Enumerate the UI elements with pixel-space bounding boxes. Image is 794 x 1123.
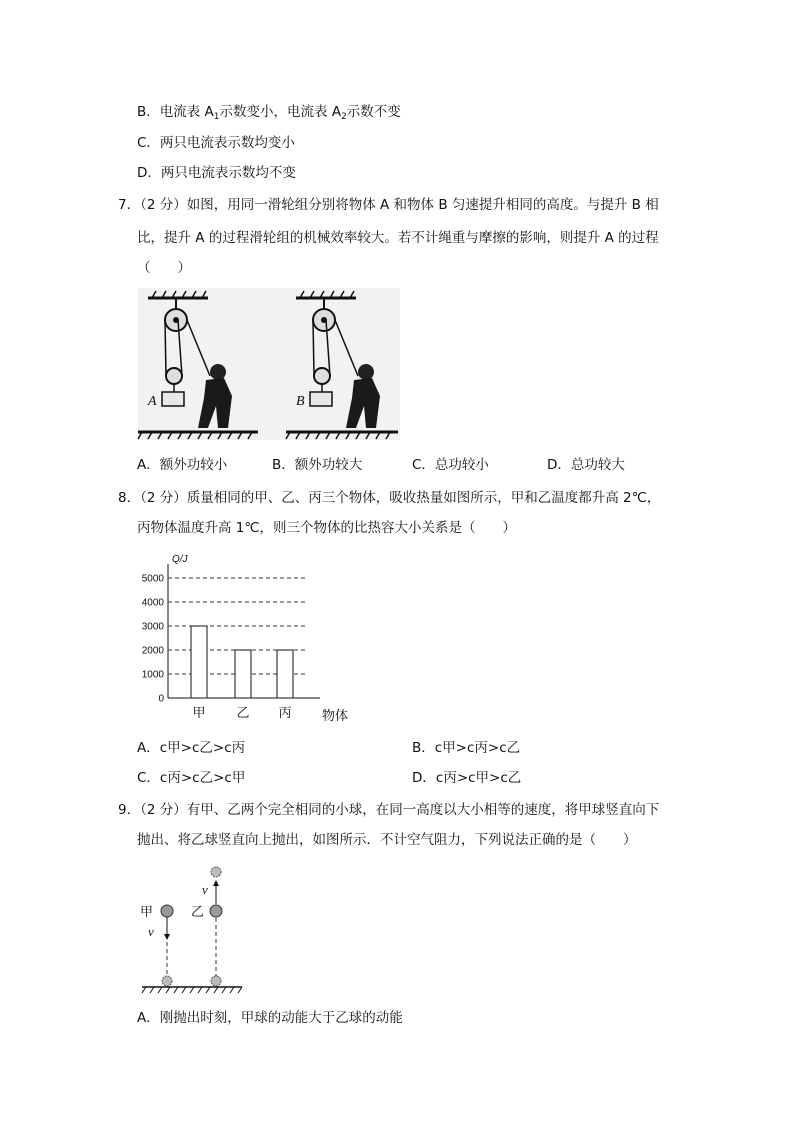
q8-bar-2 — [235, 650, 251, 698]
q8-ytick-label: 3000 — [141, 621, 164, 633]
q7-stem-line2: 比，提升 A 的过程滑轮组的机械效率较大。若不计绳重与摩擦的影响，则提升 A 的过程 — [137, 230, 659, 246]
q9-label-v-up: v — [202, 882, 208, 897]
q8-ytick-label: 0 — [158, 693, 164, 705]
q9-ball-jia — [161, 905, 173, 917]
q7-person-a-head — [210, 364, 226, 380]
q9-label-v-down: v — [148, 924, 154, 939]
q7-object-a — [162, 392, 184, 406]
q8-option-c: C．c丙>c乙>c甲 — [137, 770, 246, 786]
q9-arrow-up-icon — [213, 880, 219, 886]
q6-option-b-sub2: 2 — [341, 112, 347, 122]
q7-label-b: B — [296, 394, 305, 409]
q9-ball-yi-top — [211, 867, 221, 877]
q7-movable-pulley-b — [314, 368, 330, 384]
q8-bar-1 — [191, 626, 207, 698]
q7-pulley-figure — [138, 288, 400, 440]
q6-option-b-text1: B．电流表 A — [137, 104, 214, 120]
q8-option-d: D．c丙>c甲>c乙 — [412, 770, 522, 786]
q8-ytick-label: 4000 — [141, 597, 164, 609]
q9-ball-yi — [210, 905, 222, 917]
q7-stem-line3: （ ） — [137, 260, 191, 276]
q6-option-d: D．两只电流表示数均不变 — [137, 165, 296, 181]
q6-option-c: C．两只电流表示数均变小 — [137, 135, 295, 151]
q7-stem-line1: 7．（2 分）如图，用同一滑轮组分别将物体 A 和物体 B 匀速提升相同的高度。与提升 B 相 — [118, 197, 659, 213]
q8-stem-line2: 丙物体温度升高 1℃，则三个物体的比热容大小关系是（ ） — [137, 520, 517, 536]
q7-option-a: A．额外功较小 — [137, 457, 228, 473]
q8-ytick-label: 2000 — [141, 645, 164, 657]
q9-ball-jia-ground — [162, 976, 172, 986]
q9-stem-line1: 9．（2 分）有甲、乙两个完全相同的小球，在同一高度以大小相等的速度，将甲球竖直向下 — [118, 802, 660, 818]
q8-bar-3 — [277, 650, 293, 698]
q7-person-b-head — [358, 364, 374, 380]
q8-option-b: B．c甲>c丙>c乙 — [412, 740, 521, 756]
q9-label-yi: 乙 — [191, 905, 205, 920]
q8-bar-chart — [130, 548, 360, 728]
q9-stem-line2: 抛出、将乙球竖直向上抛出，如图所示．不计空气阻力，下列说法正确的是（ ） — [137, 832, 637, 848]
q9-ball-yi-ground — [211, 976, 221, 986]
q7-option-b: B．额外功较大 — [272, 457, 363, 473]
q8-xtick-label: 乙 — [236, 706, 250, 721]
q7-object-b — [310, 392, 332, 406]
q8-ytick-label: 1000 — [141, 669, 164, 681]
q9-option-a: A．刚抛出时刻，甲球的动能大于乙球的动能 — [137, 1010, 403, 1026]
q8-chart-ylabel: Q/J — [172, 554, 188, 565]
q7-label-a: A — [148, 394, 157, 409]
q8-option-a: A．c甲>c乙>c丙 — [137, 740, 246, 756]
q6-option-b — [137, 102, 401, 127]
q6-option-b-text2: 示数变小，电流表 A — [219, 104, 342, 120]
q7-movable-pulley-a — [166, 368, 182, 384]
q9-label-jia: 甲 — [140, 905, 154, 920]
q8-xtick-label: 甲 — [192, 706, 206, 721]
q9-arrow-down-icon — [164, 934, 170, 940]
q7-option-d: D．总功较大 — [547, 457, 625, 473]
q6-option-b-sub1: 1 — [213, 112, 220, 122]
q8-ytick-label: 5000 — [141, 573, 164, 585]
q8-xtick-label: 丙 — [278, 706, 292, 721]
q8-stem-line1: 8．（2 分）质量相同的甲、乙、丙三个物体，吸收热量如图所示，甲和乙温度都升高 2℃， — [118, 490, 661, 506]
q7-option-c: C．总功较小 — [412, 457, 489, 473]
q8-chart-xlabel: 物体 — [322, 709, 349, 724]
q9-ball-figure — [138, 862, 248, 996]
q6-option-b-text3: 示数不变 — [346, 104, 401, 120]
